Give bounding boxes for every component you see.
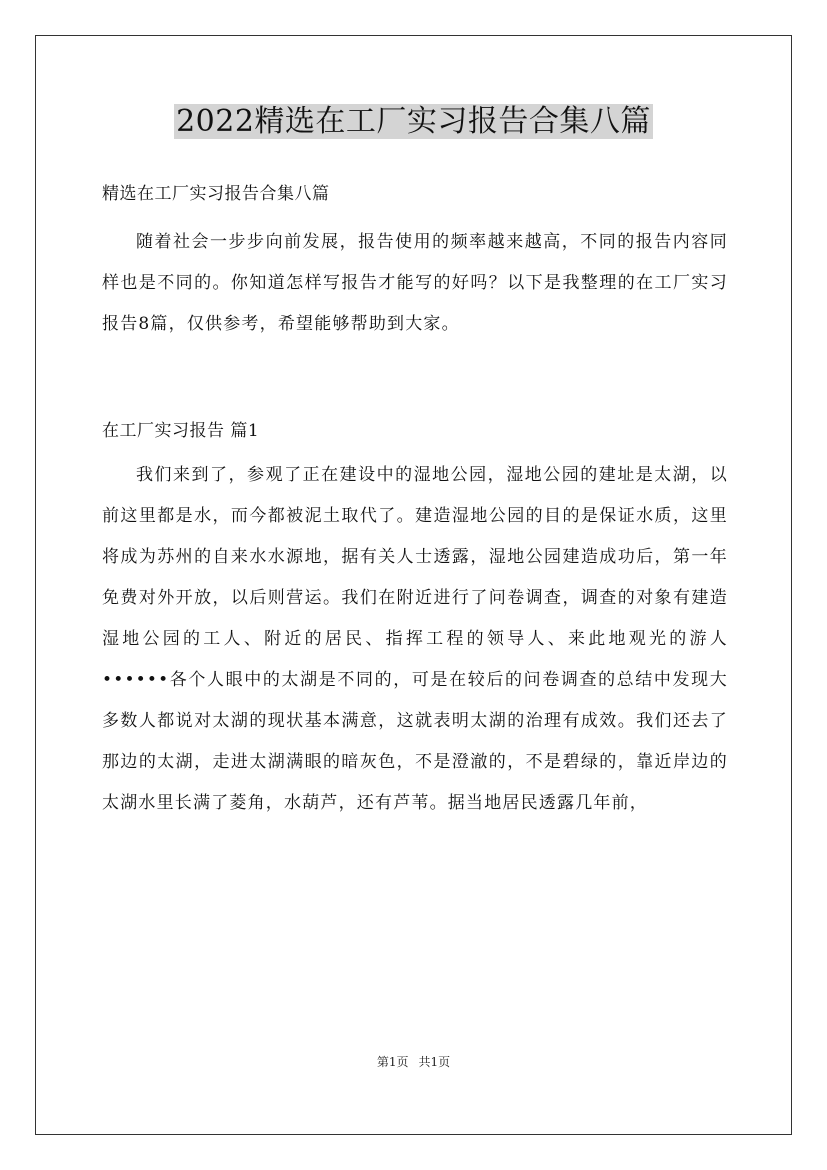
page-number: 第1页 xyxy=(376,1055,409,1069)
document-title xyxy=(0,100,827,144)
section-paragraph: 我们来到了，参观了正在建设中的湿地公园，湿地公园的建址是太湖，以前这里都是水，而今都被泥土取代了。建造湿地公园的目的是保证水质，这里将成为苏州的自来水水源地，据有关人士透露，湿地公园建造成功后，第一年免费对外开放，以后则营运。我们在附近进行了问卷调查，调查的对象有建造湿地公园的工人、附近的居民、指挥工程的领导人、来此地观光的游人••••••各个人眼中的太湖是不同的，可是在较后的问卷调查的总结中发现大多数人都说对太湖的现状基本满意，这就表明太湖的治理有成效。我们还去了那边的太湖，走进太湖满眼的暗灰色，不是澄澈的，不是碧绿的，靠近岸边的太湖水里长满了菱角，水葫芦，还有芦苇。据当地居民透露几年前， xyxy=(102,465,728,813)
document-body xyxy=(102,176,728,824)
intro-paragraph: 随着社会一步步向前发展，报告使用的频率越来越高，不同的报告内容同样也是不同的。你知道怎样写报告才能写的好吗？以下是我整理的在工厂实习报告8篇，仅供参考，希望能够帮助到大家。 xyxy=(102,232,728,334)
document-title-text: 2022精选在工厂实习报告合集八篇 xyxy=(176,104,651,139)
page-footer xyxy=(0,1054,827,1070)
page-total: 共1页 xyxy=(418,1055,451,1069)
document-subtitle: 精选在工厂实习报告合集八篇 xyxy=(102,184,330,204)
section-heading: 在工厂实习报告 篇1 xyxy=(102,421,260,441)
